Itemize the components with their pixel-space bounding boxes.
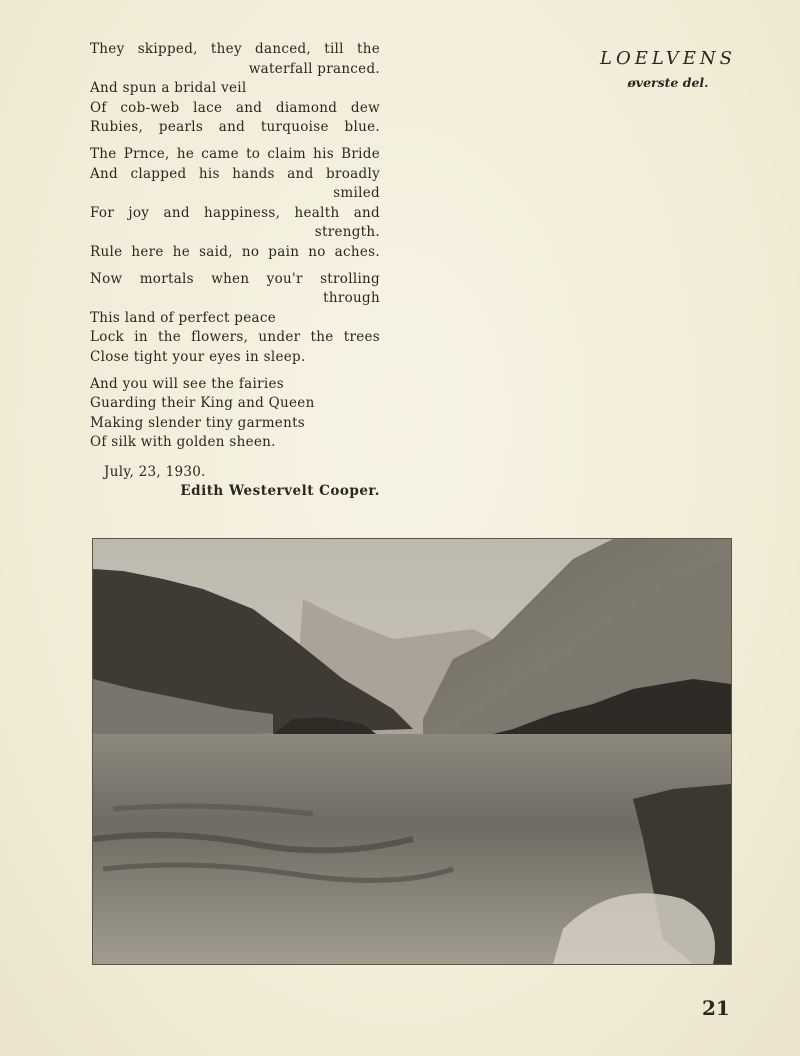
caption-title: LOELVENS (600, 48, 736, 69)
poem-line: Making slender tiny garments (90, 414, 306, 431)
poem-line: And you will see the fairies (90, 375, 284, 392)
poem-line: Rubies, pearls and turquoise blue. (90, 119, 380, 136)
poem-line: For joy and happiness, health and (90, 204, 380, 221)
poem-stanza (90, 145, 380, 263)
poem-line: through (323, 290, 380, 307)
poem-line: Guarding their King and Queen (90, 395, 315, 412)
poem-line: They skipped, they danced, till the (90, 41, 380, 57)
poem-line: Close tight your eyes in sleep. (90, 348, 306, 365)
fjord-landscape-image (93, 539, 731, 964)
poem-line: smiled (333, 185, 380, 202)
fjord-photograph (92, 538, 732, 965)
poem-line: And clapped his hands and broadly (90, 165, 380, 182)
caption-subtitle: øverste del. (627, 75, 709, 90)
poem-line: waterfall pranced. (248, 60, 380, 77)
poem-line: Of silk with golden sheen. (90, 434, 276, 451)
poem-stanza (90, 270, 380, 368)
page-number: 21 (702, 996, 730, 1020)
poem-stanzas (90, 40, 380, 453)
poem-stanza (90, 40, 380, 138)
poem-line: Of cob-web lace and diamond dew (90, 99, 380, 116)
poem-line: Lock in the flowers, under the trees (90, 329, 380, 346)
poem-line: Now mortals when you'r strolling (90, 270, 380, 287)
poem-line: Rule here he said, no pain no aches. (90, 243, 380, 260)
poem-author: Edith Westervelt Cooper. (180, 483, 380, 500)
poem-line: And spun a bridal veil (90, 80, 247, 97)
poem-line: This land of perfect peace (90, 309, 277, 326)
poem-date: July, 23, 1930. (104, 463, 206, 480)
photo-caption (592, 48, 744, 90)
poem (90, 40, 380, 502)
poem-line: strength. (314, 224, 380, 241)
poem-line: The Prnce, he came to claim his Bride (90, 145, 380, 162)
poem-stanza (90, 375, 380, 453)
